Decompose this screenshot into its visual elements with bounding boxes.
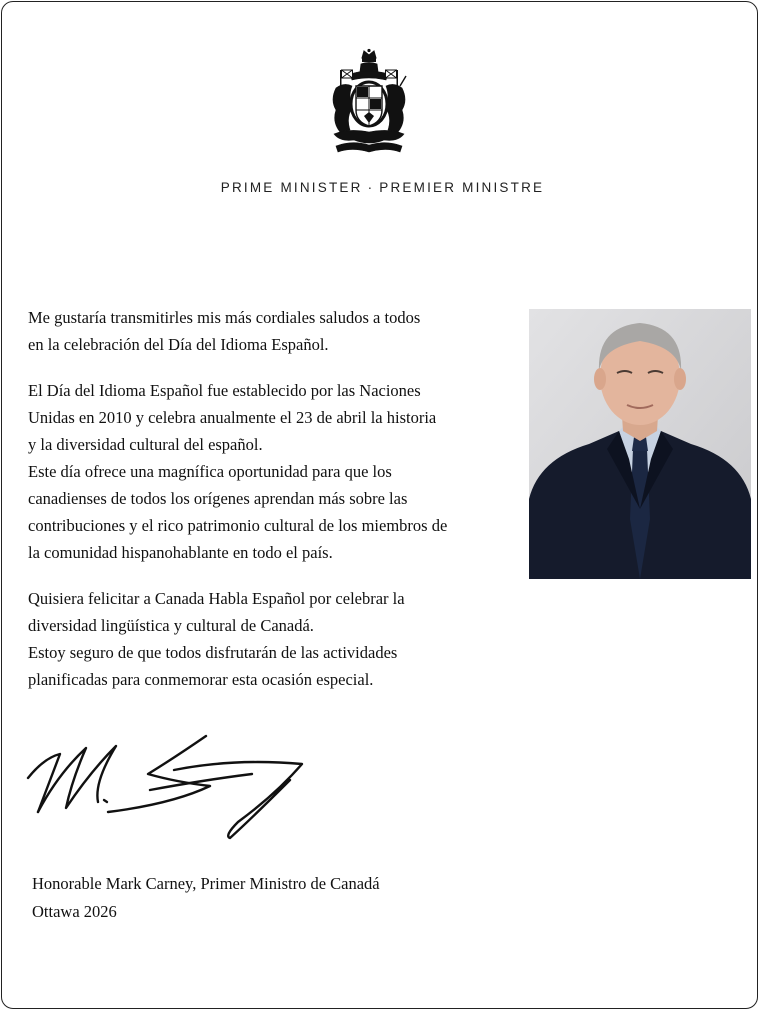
sign-off: [32, 870, 380, 926]
coat-of-arms-icon: [328, 48, 410, 156]
portrait-photo: [529, 309, 751, 579]
text-line: contribuciones y el rico patrimonio cultural de los miembros de: [28, 516, 448, 535]
text-line: la comunidad hispanohablante en todo el país.: [28, 543, 333, 562]
signature-icon: [24, 728, 314, 846]
office-title-separator: ·: [367, 180, 375, 195]
text-line: canadienses de todos los orígenes aprendan más sobre las: [28, 489, 408, 508]
text-line: en la celebración del Día del Idioma Español.: [28, 335, 329, 354]
text-line: Me gustaría transmitirles mis más cordiales saludos a todos: [28, 308, 421, 327]
text-line: El Día del Idioma Español fue establecido por las Naciones: [28, 381, 421, 400]
text-line: y la diversidad cultural del español.: [28, 435, 263, 454]
text-line: planificadas para conmemorar esta ocasión especial.: [28, 670, 374, 689]
text-line: Estoy seguro de que todos disfrutarán de las actividades: [28, 643, 398, 662]
text-line: Unidas en 2010 y celebra anualmente el 23 de abril la historia: [28, 408, 437, 427]
text-line: Este día ofrece una magnífica oportunidad para que los: [28, 462, 392, 481]
office-title-french: PREMIER MINISTRE: [379, 180, 545, 195]
letter-page: [1, 1, 758, 1009]
paragraph-greeting: [28, 304, 518, 358]
paragraph-congratulations: [28, 585, 518, 693]
letter-body: [28, 304, 518, 712]
office-title-english: PRIME MINISTER: [220, 180, 363, 195]
paragraph-about-day: [28, 377, 518, 566]
place-and-year: Ottawa 2026: [32, 902, 117, 921]
text-line: Quisiera felicitar a Canada Habla Español por celebrar la: [28, 589, 405, 608]
text-line: diversidad lingüística y cultural de Canadá.: [28, 616, 314, 635]
signatory-name: Honorable Mark Carney, Primer Ministro de Canadá: [32, 874, 380, 893]
office-title: [2, 180, 761, 195]
